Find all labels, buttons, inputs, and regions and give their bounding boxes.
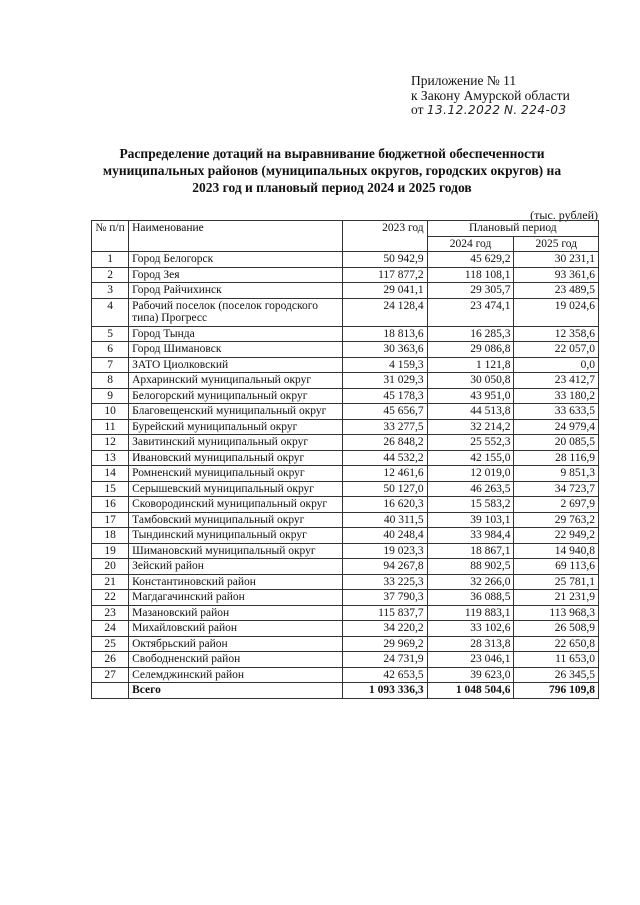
row-value-2024: 29 305,7 [427, 283, 514, 299]
row-number: 10 [92, 404, 129, 420]
header-2023: 2023 год [342, 221, 427, 252]
row-value-2024: 46 263,5 [427, 481, 514, 497]
row-number: 3 [92, 283, 129, 299]
table-row [92, 605, 599, 621]
row-value-2025: 30 231,1 [514, 252, 599, 268]
row-number: 25 [92, 636, 129, 652]
row-value-2023: 42 653,5 [342, 667, 427, 683]
row-number: 23 [92, 605, 129, 621]
subsidies-table [91, 220, 599, 699]
table-row [92, 652, 599, 668]
appendix-date-line [411, 103, 570, 118]
row-value-2023: 29 969,2 [342, 636, 427, 652]
row-value-2023: 45 656,7 [342, 404, 427, 420]
row-name: Сковородинский муниципальный округ [129, 497, 343, 513]
row-value-2025: 22 650,8 [514, 636, 599, 652]
title-line-1: Распределение дотаций на выравнивание бюджетной обеспеченности [119, 146, 545, 161]
row-name: Завитинский муниципальный округ [129, 435, 343, 451]
row-name: Селемджинский район [129, 667, 343, 683]
header-2025: 2025 год [514, 236, 599, 252]
row-value-2025: 14 940,8 [514, 543, 599, 559]
row-value-2024: 119 883,1 [427, 605, 514, 621]
table-row [92, 497, 599, 513]
row-value-2024: 16 285,3 [427, 326, 514, 342]
total-2025: 796 109,8 [514, 683, 599, 699]
row-number: 16 [92, 497, 129, 513]
row-value-2023: 115 837,7 [342, 605, 427, 621]
row-name: ЗАТО Циолковский [129, 357, 343, 373]
row-value-2024: 39 103,1 [427, 512, 514, 528]
row-name: Мазановский район [129, 605, 343, 621]
appendix-law-ref: к Закону Амурской области [411, 87, 570, 103]
handwritten-date: 13.12.2022 [426, 103, 501, 117]
row-value-2025: 34 723,7 [514, 481, 599, 497]
row-number: 21 [92, 574, 129, 590]
row-value-2025: 26 508,9 [514, 621, 599, 637]
row-number: 19 [92, 543, 129, 559]
table-row [92, 298, 599, 326]
row-number: 9 [92, 388, 129, 404]
row-value-2025: 33 633,5 [514, 404, 599, 420]
row-name: Константиновский район [129, 574, 343, 590]
row-value-2025: 24 979,4 [514, 419, 599, 435]
header-name: Наименование [129, 221, 343, 252]
table-row [92, 357, 599, 373]
total-2024: 1 048 504,6 [427, 683, 514, 699]
row-value-2025: 93 361,6 [514, 267, 599, 283]
row-value-2024: 43 951,0 [427, 388, 514, 404]
row-value-2025: 9 851,3 [514, 466, 599, 482]
table-row [92, 559, 599, 575]
row-number: 22 [92, 590, 129, 606]
row-number: 4 [92, 298, 129, 326]
table-body [92, 252, 599, 699]
row-name: Город Зея [129, 267, 343, 283]
table-row [92, 450, 599, 466]
row-value-2024: 30 050,8 [427, 373, 514, 389]
row-name: Магдагачинский район [129, 590, 343, 606]
table-row [92, 283, 599, 299]
units-label: (тыс. рублей) [530, 208, 598, 222]
row-value-2024: 88 902,5 [427, 559, 514, 575]
row-value-2025: 33 180,2 [514, 388, 599, 404]
row-value-2025: 20 085,5 [514, 435, 599, 451]
header-2024: 2024 год [427, 236, 514, 252]
row-value-2025: 19 024,6 [514, 298, 599, 326]
row-value-2023: 37 790,3 [342, 590, 427, 606]
row-number: 26 [92, 652, 129, 668]
appendix-date-prefix: от [411, 102, 424, 117]
row-value-2023: 12 461,6 [342, 466, 427, 482]
row-value-2024: 29 086,8 [427, 342, 514, 358]
row-number: 14 [92, 466, 129, 482]
row-number: 15 [92, 481, 129, 497]
row-value-2023: 4 159,3 [342, 357, 427, 373]
table-row [92, 512, 599, 528]
row-name: Благовещенский муниципальный округ [129, 404, 343, 420]
table-row [92, 621, 599, 637]
table-row [92, 419, 599, 435]
row-value-2025: 22 057,0 [514, 342, 599, 358]
table-row [92, 667, 599, 683]
row-value-2025: 23 412,7 [514, 373, 599, 389]
row-value-2023: 26 848,2 [342, 435, 427, 451]
row-value-2023: 33 225,3 [342, 574, 427, 590]
total-label: Всего [129, 683, 343, 699]
row-name: Михайловский район [129, 621, 343, 637]
row-value-2025: 23 489,5 [514, 283, 599, 299]
row-value-2023: 117 877,2 [342, 267, 427, 283]
row-value-2024: 28 313,8 [427, 636, 514, 652]
row-value-2025: 0,0 [514, 357, 599, 373]
row-value-2024: 44 513,8 [427, 404, 514, 420]
table-row [92, 574, 599, 590]
table-row [92, 481, 599, 497]
row-value-2023: 45 178,3 [342, 388, 427, 404]
row-name: Свободненский район [129, 652, 343, 668]
row-number: 1 [92, 252, 129, 268]
header-planned-period: Плановый период [427, 221, 598, 237]
table-row [92, 388, 599, 404]
row-number: 13 [92, 450, 129, 466]
table-row [92, 466, 599, 482]
row-name: Город Шимановск [129, 342, 343, 358]
row-value-2023: 19 023,3 [342, 543, 427, 559]
row-name: Октябрьский район [129, 636, 343, 652]
row-name: Шимановский муниципальный округ [129, 543, 343, 559]
row-name: Бурейский муниципальный округ [129, 419, 343, 435]
row-name: Зейский район [129, 559, 343, 575]
row-name: Город Тында [129, 326, 343, 342]
row-value-2023: 40 248,4 [342, 528, 427, 544]
row-value-2023: 34 220,2 [342, 621, 427, 637]
row-value-2023: 30 363,6 [342, 342, 427, 358]
title-line-3: 2023 год и плановый период 2024 и 2025 годов [192, 180, 472, 195]
row-number: 6 [92, 342, 129, 358]
title-line-2: муниципальных районов (муниципальных округов, городских округов) на [102, 163, 562, 178]
row-name: Ивановский муниципальный округ [129, 450, 343, 466]
table-row [92, 373, 599, 389]
row-value-2024: 23 046,1 [427, 652, 514, 668]
row-value-2023: 33 277,5 [342, 419, 427, 435]
row-value-2025: 2 697,9 [514, 497, 599, 513]
handwritten-number: 224-03 [521, 103, 567, 117]
row-number: 2 [92, 267, 129, 283]
row-name: Рабочий поселок (поселок городского типа) Прогресс [129, 298, 343, 326]
appendix-number: Приложение № 11 [411, 73, 517, 88]
row-name: Белогорский муниципальный округ [129, 388, 343, 404]
row-value-2024: 45 629,2 [427, 252, 514, 268]
header-num: № п/п [92, 221, 129, 252]
row-value-2024: 33 984,4 [427, 528, 514, 544]
row-value-2024: 33 102,6 [427, 621, 514, 637]
row-value-2023: 94 267,8 [342, 559, 427, 575]
table-row [92, 326, 599, 342]
row-name: Тамбовский муниципальный округ [129, 512, 343, 528]
row-value-2023: 31 029,3 [342, 373, 427, 389]
row-value-2024: 39 623,0 [427, 667, 514, 683]
row-name: Серышевский муниципальный округ [129, 481, 343, 497]
row-value-2025: 69 113,6 [514, 559, 599, 575]
row-value-2023: 44 532,2 [342, 450, 427, 466]
table-row [92, 590, 599, 606]
table-row [92, 435, 599, 451]
row-name: Ромненский муниципальный округ [129, 466, 343, 482]
row-value-2024: 32 214,2 [427, 419, 514, 435]
row-value-2025: 25 781,1 [514, 574, 599, 590]
row-name: Тындинский муниципальный округ [129, 528, 343, 544]
row-value-2024: 18 867,1 [427, 543, 514, 559]
row-value-2025: 26 345,5 [514, 667, 599, 683]
number-label: N. [503, 103, 518, 117]
row-number: 8 [92, 373, 129, 389]
row-value-2023: 50 127,0 [342, 481, 427, 497]
row-value-2023: 18 813,6 [342, 326, 427, 342]
row-value-2024: 118 108,1 [427, 267, 514, 283]
table-row [92, 636, 599, 652]
document-title [70, 145, 594, 196]
total-2023: 1 093 336,3 [342, 683, 427, 699]
row-value-2024: 23 474,1 [427, 298, 514, 326]
row-number: 11 [92, 419, 129, 435]
table-row [92, 267, 599, 283]
row-number: 5 [92, 326, 129, 342]
total-row [92, 683, 599, 699]
row-number: 27 [92, 667, 129, 683]
row-value-2024: 1 121,8 [427, 357, 514, 373]
total-number [92, 683, 129, 699]
table-row [92, 528, 599, 544]
row-value-2024: 42 155,0 [427, 450, 514, 466]
row-value-2024: 15 583,2 [427, 497, 514, 513]
row-value-2025: 113 968,3 [514, 605, 599, 621]
row-value-2025: 12 358,6 [514, 326, 599, 342]
appendix-header [411, 74, 570, 118]
row-name: Архаринский муниципальный округ [129, 373, 343, 389]
row-name: Город Белогорск [129, 252, 343, 268]
row-value-2025: 28 116,9 [514, 450, 599, 466]
row-value-2023: 24 731,9 [342, 652, 427, 668]
row-number: 17 [92, 512, 129, 528]
row-number: 12 [92, 435, 129, 451]
table-row [92, 543, 599, 559]
row-value-2023: 29 041,1 [342, 283, 427, 299]
row-value-2023: 16 620,3 [342, 497, 427, 513]
row-value-2024: 25 552,3 [427, 435, 514, 451]
row-value-2025: 21 231,9 [514, 590, 599, 606]
row-name: Город Райчихинск [129, 283, 343, 299]
row-value-2024: 12 019,0 [427, 466, 514, 482]
row-value-2024: 36 088,5 [427, 590, 514, 606]
table-row [92, 404, 599, 420]
row-value-2025: 22 949,2 [514, 528, 599, 544]
row-value-2025: 11 653,0 [514, 652, 599, 668]
row-value-2025: 29 763,2 [514, 512, 599, 528]
row-value-2023: 40 311,5 [342, 512, 427, 528]
row-number: 18 [92, 528, 129, 544]
row-number: 7 [92, 357, 129, 373]
table-row [92, 252, 599, 268]
table-row [92, 342, 599, 358]
row-value-2023: 24 128,4 [342, 298, 427, 326]
row-number: 24 [92, 621, 129, 637]
row-value-2023: 50 942,9 [342, 252, 427, 268]
row-number: 20 [92, 559, 129, 575]
row-value-2024: 32 266,0 [427, 574, 514, 590]
